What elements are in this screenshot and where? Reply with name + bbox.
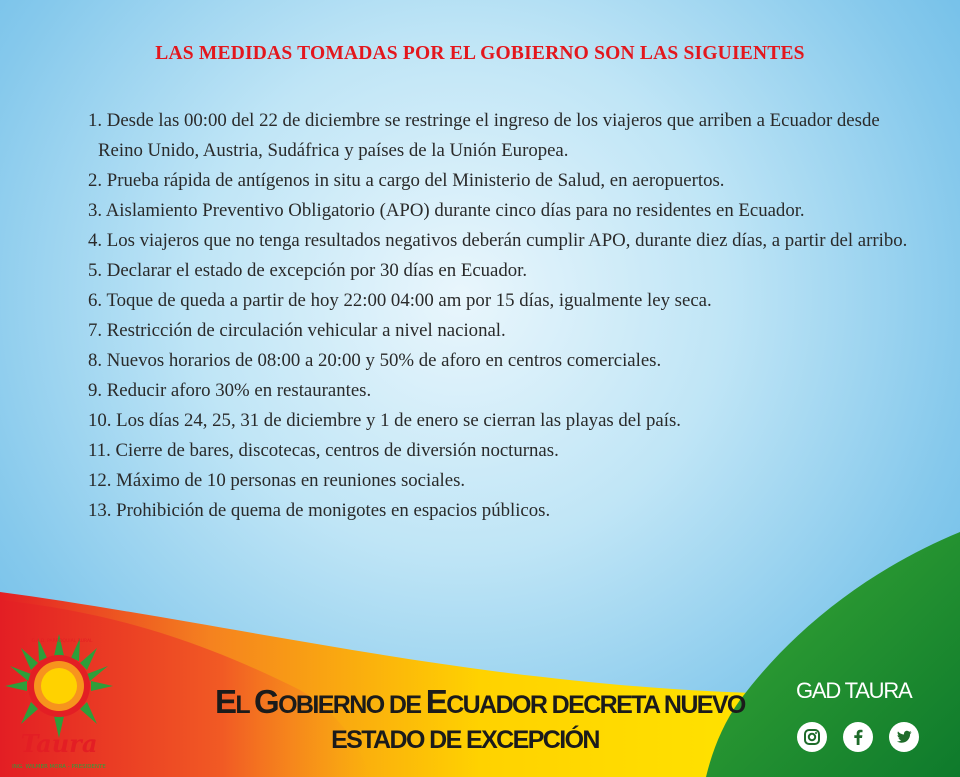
taura-logo: [2, 632, 117, 777]
measure-item: 7. Restricción de circulación vehicular a nivel nacional.: [88, 320, 506, 341]
page-title: LAS MEDIDAS TOMADAS POR EL GOBIERNO SON LAS SIGUIENTES: [155, 43, 805, 64]
measure-item: 11. Cierre de bares, discotecas, centros de diversión nocturnas.: [88, 440, 559, 461]
measure-item: 4. Los viajeros que no tenga resultados negativos deberán cumplir APO, durante diez días, a partir del arribo.: [88, 230, 908, 251]
measure-item: 3. Aislamiento Preventivo Obligatorio (APO) durante cinco días para no residentes en Ecuador.: [88, 200, 805, 221]
sun-icon: [5, 634, 113, 738]
banner-line-1: [215, 682, 745, 725]
measure-item: 2. Prueba rápida de antígenos in situ a cargo del Ministerio de Salud, en aeropuertos.: [88, 170, 725, 191]
measure-item: 1. Desde las 00:00 del 22 de diciembre se restringe el ingreso de los viajeros que arriben a Ecuador desde Reino Unido, Austria, Sudáfrica y países de la Unión Europea.: [88, 110, 880, 161]
instagram-icon[interactable]: [797, 722, 827, 752]
logo-arc-text: G.A.D. PARROQUIAL RURAL: [31, 639, 93, 644]
banner-cap: E: [215, 683, 236, 720]
measure-item: 5. Declarar el estado de excepción por 30 días en Ecuador.: [88, 260, 528, 281]
logo-name: Taura: [20, 729, 98, 758]
measure-item: 9. Reducir aforo 30% en restaurantes.: [88, 380, 372, 401]
measure-item: 12. Máximo de 10 personas en reuniones sociales.: [88, 470, 466, 491]
logo-subtitle: ING. WILMER MORA - PRESIDENTE: [12, 764, 106, 770]
measure-item: 8. Nuevos horarios de 08:00 a 20:00 y 50% de aforo en centros comerciales.: [88, 350, 662, 371]
banner-text: L: [235, 691, 254, 719]
decree-banner: [215, 682, 745, 755]
banner-cap: E: [425, 683, 447, 720]
measure-item: 10. Los días 24, 25, 31 de diciembre y 1 de enero se cierran las playas del país.: [88, 410, 681, 431]
banner-cap: G: [254, 683, 279, 720]
social-icons: [797, 722, 919, 752]
banner-text: OBIERNO DE: [278, 691, 426, 719]
brand-name: GAD TAURA: [796, 678, 912, 703]
banner-text: CUADOR DECRETA NUEVO: [446, 691, 745, 719]
measure-item: 6. Toque de queda a partir de hoy 22:00 04:00 am por 15 días, igualmente ley seca.: [88, 290, 712, 311]
twitter-icon[interactable]: [889, 722, 919, 752]
facebook-icon[interactable]: [843, 722, 873, 752]
measure-item: 13. Prohibición de quema de monigotes en espacios públicos.: [88, 500, 551, 521]
banner-line-2: ESTADO DE EXCEPCIÓN: [331, 726, 599, 754]
